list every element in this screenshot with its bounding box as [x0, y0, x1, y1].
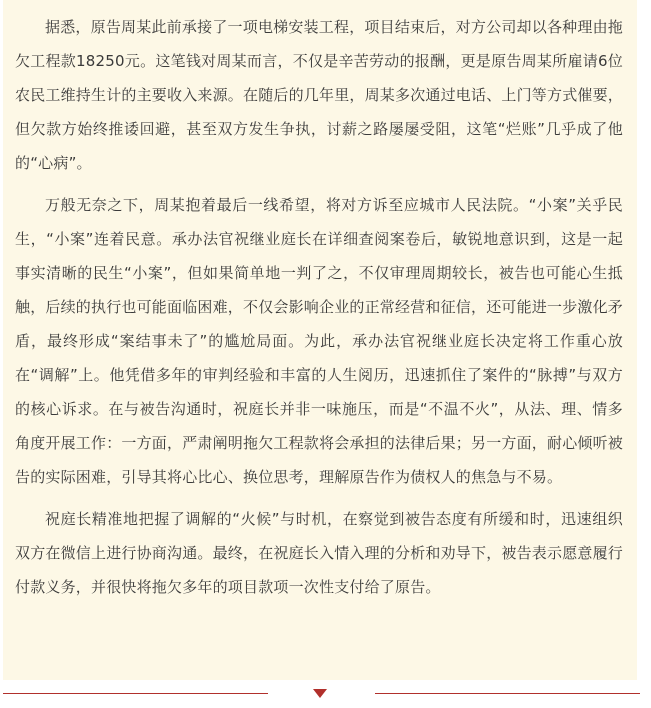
paragraph-1: 据悉，原告周某此前承接了一项电梯安装工程，项目结束后，对方公司却以各种理由拖欠工程款18250元。这笔钱对周某而言，不仅是辛苦劳动的报酬，更是原告周某所雇请6位农民工维持生计的主要收入来源。在随后的几年里，周某多次通过电话、上门等方式催要，但欠款方始终推诿回避，甚至双方发生争执，讨薪之路屡屡受阻，这笔“烂账”几乎成了他的“心病”。 [15, 18, 624, 172]
section-divider [0, 682, 651, 708]
article-body [3, 0, 637, 680]
triangle-down-icon [313, 689, 327, 698]
divider-line-right [375, 693, 640, 694]
divider-line-left [3, 693, 268, 694]
paragraph-2: 万般无奈之下，周某抱着最后一线希望，将对方诉至应城市人民法院。“小案”关乎民生，“小案”连着民意。承办法官祝继业庭长在详细查阅案卷后，敏锐地意识到，这是一起事实清晰的民生“小案”，但如果简单地一判了之，不仅审理周期较长，被告也可能心生抵触，后续的执行也可能面临困难，不仅会影响企业的正常经营和征信，还可能进一步激化矛盾，最终形成“案结事未了”的尴尬局面。为此，承办法官祝继业庭长决定将工作重心放在“调解”上。他凭借多年的审判经验和丰富的人生阅历，迅速抓住了案件的“脉搏”与双方的核心诉求。在与被告沟通时，祝庭长并非一味施压，而是“不温不火”，从法、理、情多角度开展工作：一方面，严肃阐明拖欠工程款将会承担的法律后果；另一方面，耐心倾听被告的实际困难，引导其将心比心、换位思考，理解原告作为债权人的焦急与不易。 [15, 196, 624, 486]
paragraph-3: 祝庭长精准地把握了调解的“火候”与时机，在察觉到被告态度有所缓和时，迅速组织双方在微信上进行协商沟通。最终，在祝庭长入情入理的分析和劝导下，被告表示愿意履行付款义务，并很快将拖欠多年的项目款项一次性支付给了原告。 [15, 510, 624, 596]
